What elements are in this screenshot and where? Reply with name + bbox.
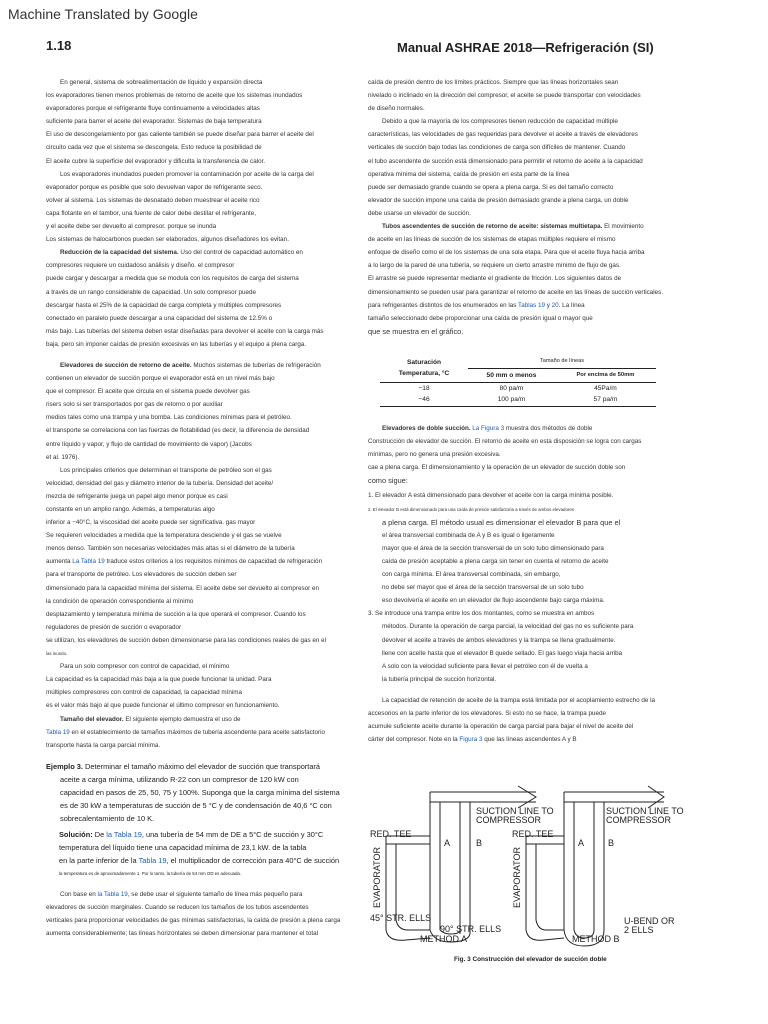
table-header-group: Tamaño de líneas [468, 354, 656, 368]
numbered-line: 3. Se introduce una trampa entre los dos montantes, como se muestra en ambos [368, 610, 595, 618]
table-header-above-50mm: Por encima de 50mm [555, 368, 656, 382]
running-head: Manual ASHRAE 2018—Refrigeración (SI) [397, 40, 654, 55]
right-column-top-line: Tubos ascendentes de succión de retorno de aceite: sistemas multietapa. El movimiento [382, 223, 644, 231]
method-a-suction-line [430, 792, 536, 802]
numbered-line: acumule suficiente aceite durante la operación de carga parcial para bajar el nivel de aceite del [368, 723, 634, 731]
example-3 [46, 760, 362, 825]
left-column-line: circuito cada vez que el sistema se descongela. Esto reduce la posibilidad de [46, 144, 262, 152]
left-column-line: y el aceite debe ser devuelto al compresor. porque se inunda [46, 223, 217, 231]
left-column-line: risers solo si ser transportados por gas de retorno o por auxiliar [46, 401, 223, 409]
right-column-top-line: caída de presión dentro de los límites prácticos. Siempre que las líneas horizontales sean [368, 79, 619, 86]
table-cell-50mm: 100 pa/m [468, 394, 555, 406]
left-column-line: Los principales criterios que determinan el transporte de petróleo son el gas [60, 466, 272, 474]
method-a-label-b: B [476, 838, 483, 848]
right-column-lower [368, 422, 698, 746]
method-b-title: METHOD B [572, 934, 620, 944]
method-a-evaporator: EVAPORATOR [372, 846, 382, 908]
riser-pressure-drop-table [380, 354, 656, 407]
table-cell-above-50mm: 45Pa/m [594, 384, 617, 392]
table-row [380, 382, 656, 394]
left-column-line: se utilizan, los elevadores de succión deben dimensionarse para las condiciones reales de gas en el [46, 636, 327, 644]
numbered-line: 1. El elevador A está dimensionado para devolver el aceite con la carga mínima posible. [368, 492, 614, 500]
right-column-top-line: El arrastre se puede representar mediante el gradiente de fricción. Los siguientes datos de [368, 275, 622, 283]
method-b-label-a: A [578, 838, 585, 848]
table-cell-temperature: −18 [418, 384, 430, 392]
example-line: Ejemplo 3. Determinar el tamaño máximo del elevador de succión que transportará [46, 761, 320, 771]
cross-reference-link[interactable]: 20 [551, 301, 559, 309]
left-column-line: contienen un elevador de succión porque el evaporador está en un nivel más bajo [46, 375, 275, 383]
method-b-riser-b [594, 802, 604, 930]
run-in-heading: Tubos ascendentes de succión de retorno de aceite: sistemas multietapa. [382, 223, 603, 231]
left-column-line: puede cargar y descargar a medida que se modula con los requisitos de carga del sistema [46, 275, 299, 283]
method-a-45-ells: 45° STR. ELLS [370, 913, 432, 923]
example-3-solution [46, 828, 362, 880]
right-column-top-line: operativa mínima del sistema, caída de presión en esta parte de la línea [368, 170, 570, 178]
cross-reference-link[interactable]: Tabla 19 [138, 855, 167, 865]
right-column-top-line: nivelado o inclinado en la dirección del compresor, el aceite se puede transportar con velocidades [368, 92, 641, 100]
right-column-top-line: de aceite en las líneas de succión de los sistemas de etapas múltiples requiere el mismo [368, 236, 616, 244]
right-column-top-line: debe usarse un elevador de succión. [368, 209, 471, 217]
left-column-line: aumenta La Tabla 19 traduce estos criterios a los requisitos mínimos de capacidad de refrigeración [46, 558, 323, 566]
method-a-compressor-label: COMPRESSOR [476, 815, 542, 825]
method-b-label-b: B [608, 838, 615, 848]
left-column-line: a través de un rango considerable de capacidad. Un solo compresor puede [46, 288, 257, 296]
cross-reference-link[interactable]: la Tabla 19 [106, 829, 142, 839]
numbered-line: llene con aceite hasta que el elevador B quede sellado. El gas luego viaja hacia arriba [382, 649, 623, 657]
left-column-line: más bajo. Las tuberías del sistema deben estar diseñadas para devolver el aceite con la carga más [46, 327, 324, 335]
left-column-line: que el compresor. El aceite que circula en el sistema puede devolver gas [46, 388, 250, 396]
numbered-line: cárter del compresor. Note en la Figura 3 que las líneas ascendentes A y B [368, 736, 577, 744]
left-column-line: es el valor más bajo al que puede funcionar el último compresor en funcionamiento. [46, 702, 280, 710]
method-b-riser-a [564, 792, 574, 930]
left-column-line: Se requieren velocidades a medida que la temperatura desciende y el gas se vuelve [46, 532, 282, 540]
left-column [46, 76, 362, 940]
left-column-line: Tabla 19 en el establecimiento de tamaños máximos de tubería ascendente para aceite satisfactorio [46, 728, 325, 736]
method-a-label-a: A [444, 838, 451, 848]
right-column-top-line: Debido a que la mayoría de los compresores tienen reducción de capacidad múltiple [382, 118, 618, 126]
right-column [368, 76, 698, 338]
left-column-line: Para un solo compresor con control de capacidad, el mínimo [60, 663, 230, 671]
method-a-riser-b [460, 802, 470, 934]
numbered-line: devolver el aceite a través de ambos elevadores y la trampa se llena gradualmente. [382, 636, 616, 644]
left-column-line: capa flotante en el tambor, una fuente de calor debe destilar el refrigerante, [46, 209, 257, 217]
right-column-top-line: de diseño normales. [368, 105, 425, 113]
solution-line: temperatura del líquido tiene una capacidad mínima de 23,1 kW. de la tabla [59, 842, 307, 852]
table-cell-above-50mm: 57 pa/m [555, 394, 656, 406]
right-column-mid-line: como sigue: [368, 476, 408, 486]
method-b-evaporator: EVAPORATOR [512, 846, 522, 908]
translation-banner: Machine Translated by Google [8, 6, 198, 22]
table-cell-temperature: −46 [380, 394, 468, 406]
left-column-line: reguladores de presión de succión o evaporador [46, 623, 182, 631]
left-column-line: múltiples compresores con control de capacidad, la capacidad mínima [46, 689, 243, 697]
cross-reference-link[interactable]: La Tabla 19 [72, 558, 105, 566]
left-column-line: El aceite cubre la superficie del evaporador y dificulta la transferencia de calor. [46, 157, 266, 165]
right-column-top-line: para refrigerantes distintos de los enumerados en las Tablas 19 y 20. La línea [368, 301, 585, 309]
after-example-line: elevadores de succión marginales. Cuando se reducen los tamaños de los tubos ascendentes [46, 903, 309, 911]
left-column-line: descargar hasta el 25% de la capacidad de carga completa y múltiples compresores [46, 301, 282, 309]
right-column-top-line: enfoque de diseño como el de los sistemas de una sola etapa. Para que el aceite fluya hacia arriba [368, 249, 645, 257]
numbered-line: a plena carga. El método usual es dimensionar el elevador B para que el [382, 517, 621, 527]
method-a-red-tee: RED. TEE [370, 829, 412, 839]
right-column-mid-line: Construcción de elevador de succión. El retorno de aceite en esta disposición se logra con cargas [368, 438, 642, 446]
cross-reference-link[interactable]: Tablas 19 [518, 301, 546, 309]
method-b-2ells: 2 ELLS [624, 925, 654, 935]
method-b-evaporator-pipe [526, 836, 536, 930]
method-b-suction-line [564, 792, 664, 802]
left-column-line: compresores requiere un cuidadoso análisis y diseño. el compresor [46, 262, 235, 270]
method-b-suction-label: SUCTION LINE TO [606, 806, 684, 816]
left-column-line: volver al sistema. Los sistemas de desnatado deben muestrear el aceite rico [46, 196, 260, 204]
left-column-line: dimensionado para la capacidad mínima del sistema. El aceite debe ser devuelto al compresor en [46, 584, 320, 592]
left-column-line: los evaporadores tienen menos problemas de retorno de aceite que los sistemas inundados [46, 92, 303, 100]
numbered-line: 2. El elevador B está dimensionado para una caída de presión satisfactoria a través de ambos elevadores [368, 506, 574, 512]
solution-line: la temperatura es de aproximadamente 1. Por lo tanto, la tubería de 54 mm OD es adecuada. [59, 870, 242, 876]
solution-line: en la parte inferior de la Tabla 19, el multiplicador de corrección para 40°C de succión [59, 855, 340, 865]
numbered-line: métodos. Durante la operación de carga parcial, la velocidad del gas no es suficiente para [382, 623, 634, 631]
left-column-line: inferior a −40°C, la viscosidad del aceite puede ser significativa. gas mayor [46, 519, 256, 527]
left-column-line: constante en un amplio rango. Además, a temperaturas algo [46, 506, 215, 513]
right-column-top-line: dimensionamiento se pueden usar para garantizar el retorno de aceite en las líneas de succión verticales. [368, 288, 664, 296]
numbered-line: la tubería principal de succión horizontal. [382, 675, 497, 683]
cross-reference-link[interactable]: la Tabla 19 [97, 890, 128, 898]
left-column-line: suficiente para barrer el aceite del evaporador. Sistemas de baja temperatura [46, 118, 262, 126]
numbered-line: La capacidad de retención de aceite de la trampa está limitada por el acoplamiento estrecho de la [382, 696, 656, 704]
numbered-line: A solo con la velocidad suficiente para llevar el petróleo con él de vuelta a [382, 662, 588, 670]
left-column-line: Tamaño del elevador. El siguiente ejemplo demuestra el uso de [60, 715, 241, 723]
method-a-suction-label: SUCTION LINE TO [476, 806, 554, 816]
numbered-line: accesorios en la parte inferior de los elevadores. Si esto no se hace, la trampa puede [368, 709, 607, 717]
left-column-line: Los evaporadores inundados pueden promover la contaminación por aceite de la carga del [60, 170, 314, 178]
left-column-line: transporte hasta la carga parcial mínima. [46, 741, 161, 749]
run-in-heading: Tamaño del elevador. [60, 715, 124, 723]
method-b-compressor-label: COMPRESSOR [606, 815, 672, 825]
left-column-line: et al. 1976). [46, 453, 80, 461]
cross-reference-link[interactable]: Tabla 19 [46, 728, 70, 736]
cross-reference-link[interactable]: Figura 3 [459, 736, 483, 744]
left-column-line: Elevadores de succión de retorno de aceite. Muchos sistemas de tuberías de refrigeración [60, 361, 321, 369]
left-column-line: La capacidad es la capacidad más baja a la que puede funcionar la unidad. Para [46, 676, 272, 684]
example-line: es de 30 kW a temperaturas de succión de 5 °C y de condensación de 40,6 °C con [60, 800, 332, 810]
example-line: aceite a carga mínima, utilizando R-22 con un compresor de 120 kW con [60, 774, 299, 784]
method-b-trap [526, 920, 564, 940]
left-column-line: evaporadores porque el refrigerante fluye continuamente a velocidades altas [46, 105, 260, 113]
method-a-90-ells: 90° STR. ELLS [440, 924, 502, 934]
page-number: 1.18 [46, 38, 72, 53]
right-column-top-line: elevador de succión impone una caída de presión demasiado grande a plena carga, un doble [368, 196, 629, 204]
right-column-mid-line: mínimas, pero no genera una presión excesiva. [368, 451, 501, 459]
right-column-top-line: características, las velocidades de gas requeridas para devolver el aceite a través de elevadores [368, 131, 638, 139]
table-header-temperature [380, 354, 468, 382]
left-column-line: mezcla de refrigerante juega un papel algo menor porque es casi [46, 492, 228, 500]
right-column-top-line: el tubo ascendente de succión está dimensionado para permitir el retorno de aceite a la capacidad [368, 157, 643, 165]
left-column-line: desplazamiento y temperatura mínima de succión a la que operará el compresor. Cuando los [46, 610, 306, 618]
figure-caption: Fig. 3 Construcción del elevador de succión doble [454, 956, 607, 963]
right-column-top-line: que se muestra en el gráfico. [368, 326, 464, 336]
left-column-line: En general, sistema de sobrealimentación de líquido y expansión directa [60, 79, 263, 86]
left-column-line: la condición de operación correspondiente al mínimo [46, 597, 194, 605]
example-line: sobrecalentamiento de 10 K. [60, 813, 155, 823]
run-in-heading: Elevadores de succión de retorno de aceite. [60, 361, 192, 369]
left-column-line: el transporte se correlaciona con las fuerzas de flotabilidad (es decir, la diferencia de densidad [46, 427, 310, 435]
solution-line: Solución: De la Tabla 19, una tubería de 54 mm de DE a 5°C de succión y 30°C [59, 829, 324, 839]
left-column-line: para el transporte de petróleo. Los elevadores de succión deben ser [46, 571, 237, 579]
left-column-line: El uso de descongelamiento por gas caliente también se puede diseñar para barrer el aceite del [46, 131, 314, 139]
right-column-top-line: verticales de succión bajo todas las condiciones de carga son difíciles de mantener. Cuando [368, 144, 626, 152]
method-b-red-tee: RED. TEE [512, 829, 554, 839]
method-a-title: METHOD A [420, 934, 468, 944]
left-column-line: medios tales como una trampa y una bomba. Las condiciones mínimas para el petróleo. [46, 414, 292, 422]
numbered-line: eso devolvería el aceite en un elevador de flujo ascendente bajo carga máxima. [382, 597, 605, 605]
left-column-line: evaporador porque es posible que solo devuelvan vapor de refrigerante seco. [46, 183, 263, 191]
numbered-line: el área transversal combinada de A y B es igual o ligeramente [382, 531, 555, 539]
right-column-top-line: tamaño seleccionado debe proporcionar una caída de presión igual o mayor que [368, 314, 593, 322]
after-example-line: aumenta considerablemente; las líneas horizontales se deben dimensionar para mantener el total [46, 930, 318, 938]
left-column-line: baja, pero sin imponer caídas de presión excesivas en las tuberías y el equipo a plena carga. [46, 340, 307, 348]
right-column-mid-line: Elevadores de doble succión. La Figura 3 muestra dos métodos de doble [382, 425, 593, 432]
right-column-top-line: a lo largo de la pared de una tubería, se requiere un cierto arrastre mínimo de flujo de gas. [368, 262, 621, 270]
left-column-line: Los sistemas de halocarbonos pueden ser elaborados, algunos diseñadores los evitan. [46, 236, 289, 244]
run-in-heading: Ejemplo 3. [46, 761, 83, 771]
left-column-line: conectado en paralelo puede descargar a una capacidad del sistema de 12.5% o [46, 314, 273, 322]
numbered-line: con carga mínima. El área transversal combinada, sin embargo, [382, 571, 561, 579]
right-column-mid-line: cae a plena carga. El dimensionamiento y la operación de un elevador de succión doble son [368, 464, 626, 472]
run-in-heading: Solución: [59, 829, 93, 839]
run-in-heading: Reducción de la capacidad del sistema. [60, 249, 179, 257]
table-header-line1: Saturación [406, 358, 442, 366]
numbered-line: mayor que el área de la sección transversal de un solo tubo dimensionado para [382, 544, 604, 552]
left-column-line: velocidad, densidad del gas y diámetro interior de la tubería. Densidad del aceite/ [46, 479, 274, 487]
numbered-line: caída de presión aceptable a plena carga sin tener en cuenta el retorno de aceite [382, 557, 609, 565]
double-suction-riser-figure [368, 780, 684, 958]
left-column-line: las inundo. [46, 651, 68, 657]
left-column-line: Reducción de la capacidad del sistema. Uso del control de capacidad automático en [60, 249, 303, 257]
numbered-line: no debe ser mayor que el área de la sección transversal de un solo tubo [382, 584, 584, 592]
cross-reference-link[interactable]: La Figura 3 [472, 425, 505, 432]
right-column-top-line: puede ser demasiado grande cuando se opera a plena carga. Si es del tamaño correcto [368, 183, 614, 191]
run-in-heading: Elevadores de doble succión. [382, 425, 471, 432]
after-example-line: Con base en la Tabla 19, se debe usar el siguiente tamaño de línea más pequeño para [60, 890, 303, 898]
method-b-ubend: U-BEND OR [624, 916, 675, 926]
method-a-riser-a [430, 792, 440, 930]
table-cell-50mm: 80 pa/m [499, 384, 524, 392]
table-row [380, 394, 656, 406]
after-example-line: verticales para proporcionar velocidades de gas mínimas satisfactorias, la caída de presión a plena carga [46, 916, 341, 924]
table-header-50mm-or-less: 50 mm o menos [468, 368, 555, 382]
example-line: capacidad en pasos de 25, 50, 75 y 100%. Suponga que la carga mínima del sistema [60, 787, 340, 797]
left-column-line: menos denso. También son necesarias velocidades más altas si el diámetro de la tubería [46, 545, 295, 553]
table-header-line2: Temperatura, °C [398, 369, 450, 377]
left-column-line: entre líquido y vapor, y flujo de cantidad de movimiento de vapor) (Jacobs [46, 440, 252, 448]
